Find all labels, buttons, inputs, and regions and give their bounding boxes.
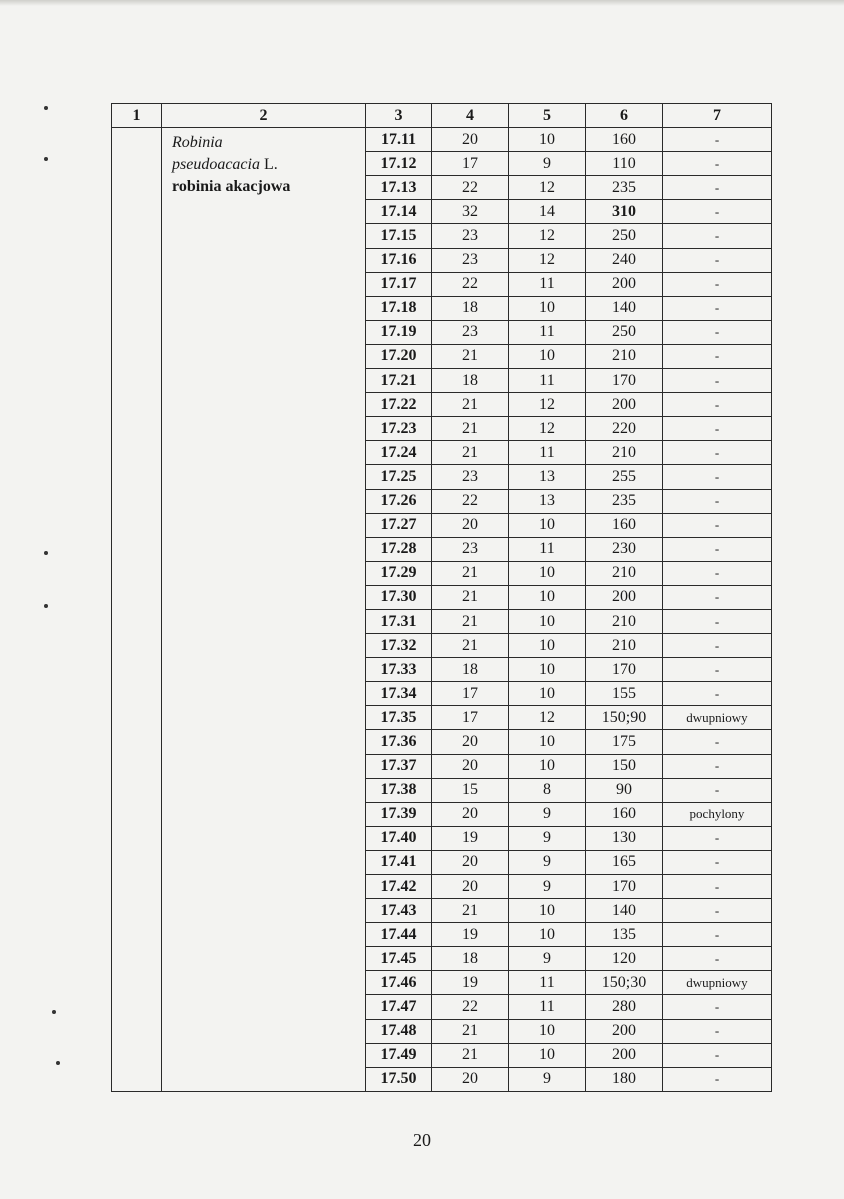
cell-col7: - — [663, 128, 772, 152]
cell-col7: - — [663, 1019, 772, 1043]
tree-number: 17.23 — [366, 417, 432, 441]
tree-number: 17.37 — [366, 754, 432, 778]
scan-speck — [56, 1061, 60, 1065]
cell-col5: 12 — [509, 417, 586, 441]
cell-col4: 20 — [432, 802, 509, 826]
cell-col6: 170 — [586, 369, 663, 393]
species-epithet: pseudoacacia — [172, 156, 260, 174]
cell-col7: - — [663, 441, 772, 465]
col1-merged-cell — [112, 128, 162, 1092]
cell-col7: - — [663, 995, 772, 1019]
cell-col5: 10 — [509, 923, 586, 947]
tree-number: 17.40 — [366, 826, 432, 850]
cell-col6: 210 — [586, 344, 663, 368]
cell-col6: 255 — [586, 465, 663, 489]
cell-col6: 310 — [586, 200, 663, 224]
scan-edge — [0, 0, 844, 6]
tree-number: 17.35 — [366, 706, 432, 730]
cell-col4: 17 — [432, 682, 509, 706]
cell-col4: 21 — [432, 634, 509, 658]
cell-col5: 11 — [509, 272, 586, 296]
cell-col5: 10 — [509, 585, 586, 609]
cell-col5: 13 — [509, 465, 586, 489]
cell-col7: pochylony — [663, 802, 772, 826]
cell-col6: 165 — [586, 850, 663, 874]
species-genus: Robinia — [172, 134, 223, 152]
cell-col6: 210 — [586, 609, 663, 633]
cell-col4: 23 — [432, 465, 509, 489]
cell-col6: 200 — [586, 585, 663, 609]
cell-col5: 11 — [509, 320, 586, 344]
cell-col7: - — [663, 176, 772, 200]
page-number: 20 — [413, 1130, 431, 1150]
cell-col5: 12 — [509, 706, 586, 730]
scan-speck — [44, 551, 48, 555]
species-polish-name: robinia akacjowa — [172, 178, 291, 196]
cell-col4: 20 — [432, 730, 509, 754]
tree-number: 17.12 — [366, 152, 432, 176]
column-header-3: 3 — [366, 104, 432, 128]
cell-col4: 32 — [432, 200, 509, 224]
cell-col4: 15 — [432, 778, 509, 802]
cell-col7: - — [663, 1043, 772, 1067]
cell-col5: 11 — [509, 537, 586, 561]
cell-col5: 9 — [509, 947, 586, 971]
column-header-6: 6 — [586, 104, 663, 128]
cell-col4: 19 — [432, 923, 509, 947]
cell-col5: 10 — [509, 634, 586, 658]
tree-number: 17.42 — [366, 875, 432, 899]
cell-col7: - — [663, 248, 772, 272]
cell-col5: 10 — [509, 899, 586, 923]
tree-number: 17.32 — [366, 634, 432, 658]
cell-col4: 21 — [432, 393, 509, 417]
cell-col6: 210 — [586, 441, 663, 465]
cell-col6: 155 — [586, 682, 663, 706]
cell-col7: - — [663, 489, 772, 513]
cell-col5: 9 — [509, 152, 586, 176]
cell-col4: 22 — [432, 995, 509, 1019]
tree-number: 17.41 — [366, 850, 432, 874]
cell-col6: 280 — [586, 995, 663, 1019]
cell-col4: 21 — [432, 899, 509, 923]
cell-col7: - — [663, 947, 772, 971]
cell-col4: 17 — [432, 706, 509, 730]
cell-col5: 10 — [509, 754, 586, 778]
scan-speck — [52, 1010, 56, 1014]
cell-col5: 9 — [509, 1067, 586, 1091]
tree-number: 17.20 — [366, 344, 432, 368]
cell-col6: 170 — [586, 875, 663, 899]
cell-col7: - — [663, 224, 772, 248]
cell-col4: 21 — [432, 585, 509, 609]
cell-col4: 21 — [432, 1043, 509, 1067]
tree-number: 17.29 — [366, 561, 432, 585]
cell-col5: 10 — [509, 513, 586, 537]
cell-col5: 11 — [509, 995, 586, 1019]
cell-col5: 14 — [509, 200, 586, 224]
column-header-4: 4 — [432, 104, 509, 128]
cell-col7: - — [663, 537, 772, 561]
tree-number: 17.19 — [366, 320, 432, 344]
cell-col5: 12 — [509, 393, 586, 417]
tree-number: 17.27 — [366, 513, 432, 537]
cell-col4: 18 — [432, 947, 509, 971]
tree-number: 17.25 — [366, 465, 432, 489]
tree-number: 17.34 — [366, 682, 432, 706]
column-header-2: 2 — [162, 104, 366, 128]
tree-number: 17.33 — [366, 658, 432, 682]
cell-col7: - — [663, 272, 772, 296]
tree-number: 17.11 — [366, 128, 432, 152]
cell-col6: 200 — [586, 1043, 663, 1067]
cell-col6: 130 — [586, 826, 663, 850]
cell-col5: 12 — [509, 248, 586, 272]
cell-col5: 10 — [509, 296, 586, 320]
cell-col4: 23 — [432, 248, 509, 272]
tree-number: 17.43 — [366, 899, 432, 923]
cell-col7: - — [663, 561, 772, 585]
cell-col4: 21 — [432, 1019, 509, 1043]
cell-col5: 10 — [509, 1043, 586, 1067]
tree-number: 17.26 — [366, 489, 432, 513]
tree-number: 17.22 — [366, 393, 432, 417]
cell-col5: 10 — [509, 609, 586, 633]
tree-number: 17.46 — [366, 971, 432, 995]
species-epithet-line — [172, 154, 365, 176]
cell-col7: - — [663, 1067, 772, 1091]
tree-number: 17.49 — [366, 1043, 432, 1067]
cell-col6: 235 — [586, 176, 663, 200]
cell-col6: 180 — [586, 1067, 663, 1091]
tree-inventory-table — [111, 103, 772, 1092]
cell-col5: 11 — [509, 441, 586, 465]
tree-number: 17.45 — [366, 947, 432, 971]
cell-col7: - — [663, 344, 772, 368]
tree-number: 17.15 — [366, 224, 432, 248]
cell-col6: 110 — [586, 152, 663, 176]
cell-col4: 21 — [432, 609, 509, 633]
cell-col7: - — [663, 850, 772, 874]
cell-col7: - — [663, 465, 772, 489]
cell-col5: 9 — [509, 826, 586, 850]
cell-col6: 230 — [586, 537, 663, 561]
cell-col6: 210 — [586, 561, 663, 585]
cell-col4: 17 — [432, 152, 509, 176]
cell-col6: 210 — [586, 634, 663, 658]
column-header-5: 5 — [509, 104, 586, 128]
tree-number: 17.36 — [366, 730, 432, 754]
tree-number: 17.14 — [366, 200, 432, 224]
cell-col6: 150;30 — [586, 971, 663, 995]
cell-col6: 200 — [586, 272, 663, 296]
tree-number: 17.44 — [366, 923, 432, 947]
cell-col5: 10 — [509, 128, 586, 152]
column-header-7: 7 — [663, 104, 772, 128]
cell-col6: 140 — [586, 899, 663, 923]
cell-col5: 9 — [509, 875, 586, 899]
tree-number: 17.28 — [366, 537, 432, 561]
cell-col6: 250 — [586, 320, 663, 344]
tree-number: 17.18 — [366, 296, 432, 320]
cell-col6: 200 — [586, 1019, 663, 1043]
column-header-1: 1 — [112, 104, 162, 128]
cell-col5: 10 — [509, 730, 586, 754]
cell-col5: 12 — [509, 176, 586, 200]
cell-col4: 23 — [432, 537, 509, 561]
cell-col4: 18 — [432, 658, 509, 682]
cell-col4: 19 — [432, 971, 509, 995]
cell-col6: 160 — [586, 802, 663, 826]
tree-number: 17.38 — [366, 778, 432, 802]
header-row — [112, 104, 772, 128]
cell-col4: 20 — [432, 754, 509, 778]
cell-col4: 23 — [432, 320, 509, 344]
cell-col6: 235 — [586, 489, 663, 513]
cell-col5: 10 — [509, 344, 586, 368]
cell-col4: 21 — [432, 417, 509, 441]
cell-col4: 18 — [432, 369, 509, 393]
cell-col4: 18 — [432, 296, 509, 320]
cell-col4: 22 — [432, 176, 509, 200]
cell-col7: - — [663, 875, 772, 899]
cell-col5: 11 — [509, 369, 586, 393]
species-cell — [162, 128, 366, 1092]
cell-col7: - — [663, 393, 772, 417]
cell-col7: - — [663, 730, 772, 754]
cell-col5: 10 — [509, 1019, 586, 1043]
cell-col6: 135 — [586, 923, 663, 947]
cell-col7: - — [663, 682, 772, 706]
tree-number: 17.17 — [366, 272, 432, 296]
scan-speck — [44, 604, 48, 608]
cell-col5: 10 — [509, 658, 586, 682]
cell-col7: - — [663, 923, 772, 947]
cell-col7: dwupniowy — [663, 971, 772, 995]
cell-col6: 175 — [586, 730, 663, 754]
cell-col6: 200 — [586, 393, 663, 417]
cell-col5: 9 — [509, 850, 586, 874]
cell-col7: - — [663, 609, 772, 633]
cell-col4: 21 — [432, 344, 509, 368]
tree-number: 17.13 — [366, 176, 432, 200]
cell-col7: - — [663, 899, 772, 923]
cell-col4: 22 — [432, 272, 509, 296]
tree-number: 17.21 — [366, 369, 432, 393]
cell-col7: dwupniowy — [663, 706, 772, 730]
cell-col6: 160 — [586, 128, 663, 152]
tree-number: 17.47 — [366, 995, 432, 1019]
scan-speck — [44, 157, 48, 161]
cell-col6: 160 — [586, 513, 663, 537]
cell-col4: 20 — [432, 1067, 509, 1091]
cell-col6: 240 — [586, 248, 663, 272]
tree-number: 17.39 — [366, 802, 432, 826]
cell-col7: - — [663, 417, 772, 441]
cell-col6: 170 — [586, 658, 663, 682]
cell-col6: 140 — [586, 296, 663, 320]
species-author: L. — [259, 156, 278, 174]
cell-col6: 120 — [586, 947, 663, 971]
cell-col6: 220 — [586, 417, 663, 441]
tree-number: 17.30 — [366, 585, 432, 609]
cell-col4: 23 — [432, 224, 509, 248]
cell-col4: 22 — [432, 489, 509, 513]
cell-col4: 20 — [432, 850, 509, 874]
cell-col7: - — [663, 369, 772, 393]
tree-number: 17.24 — [366, 441, 432, 465]
cell-col4: 21 — [432, 561, 509, 585]
cell-col7: - — [663, 634, 772, 658]
cell-col4: 20 — [432, 875, 509, 899]
cell-col5: 12 — [509, 224, 586, 248]
cell-col6: 150;90 — [586, 706, 663, 730]
cell-col5: 10 — [509, 561, 586, 585]
cell-col7: - — [663, 152, 772, 176]
cell-col4: 19 — [432, 826, 509, 850]
cell-col5: 10 — [509, 682, 586, 706]
tree-number: 17.50 — [366, 1067, 432, 1091]
cell-col6: 150 — [586, 754, 663, 778]
tree-number: 17.16 — [366, 248, 432, 272]
cell-col4: 20 — [432, 128, 509, 152]
cell-col7: - — [663, 320, 772, 344]
scan-speck — [44, 106, 48, 110]
table-body — [112, 128, 772, 1092]
cell-col5: 13 — [509, 489, 586, 513]
cell-col7: - — [663, 585, 772, 609]
table-row — [112, 128, 772, 152]
tree-number: 17.31 — [366, 609, 432, 633]
cell-col7: - — [663, 754, 772, 778]
cell-col7: - — [663, 658, 772, 682]
cell-col4: 20 — [432, 513, 509, 537]
cell-col7: - — [663, 296, 772, 320]
cell-col7: - — [663, 778, 772, 802]
cell-col4: 21 — [432, 441, 509, 465]
cell-col7: - — [663, 200, 772, 224]
cell-col6: 90 — [586, 778, 663, 802]
cell-col5: 11 — [509, 971, 586, 995]
cell-col6: 250 — [586, 224, 663, 248]
tree-number: 17.48 — [366, 1019, 432, 1043]
cell-col7: - — [663, 826, 772, 850]
cell-col5: 9 — [509, 802, 586, 826]
cell-col7: - — [663, 513, 772, 537]
cell-col5: 8 — [509, 778, 586, 802]
